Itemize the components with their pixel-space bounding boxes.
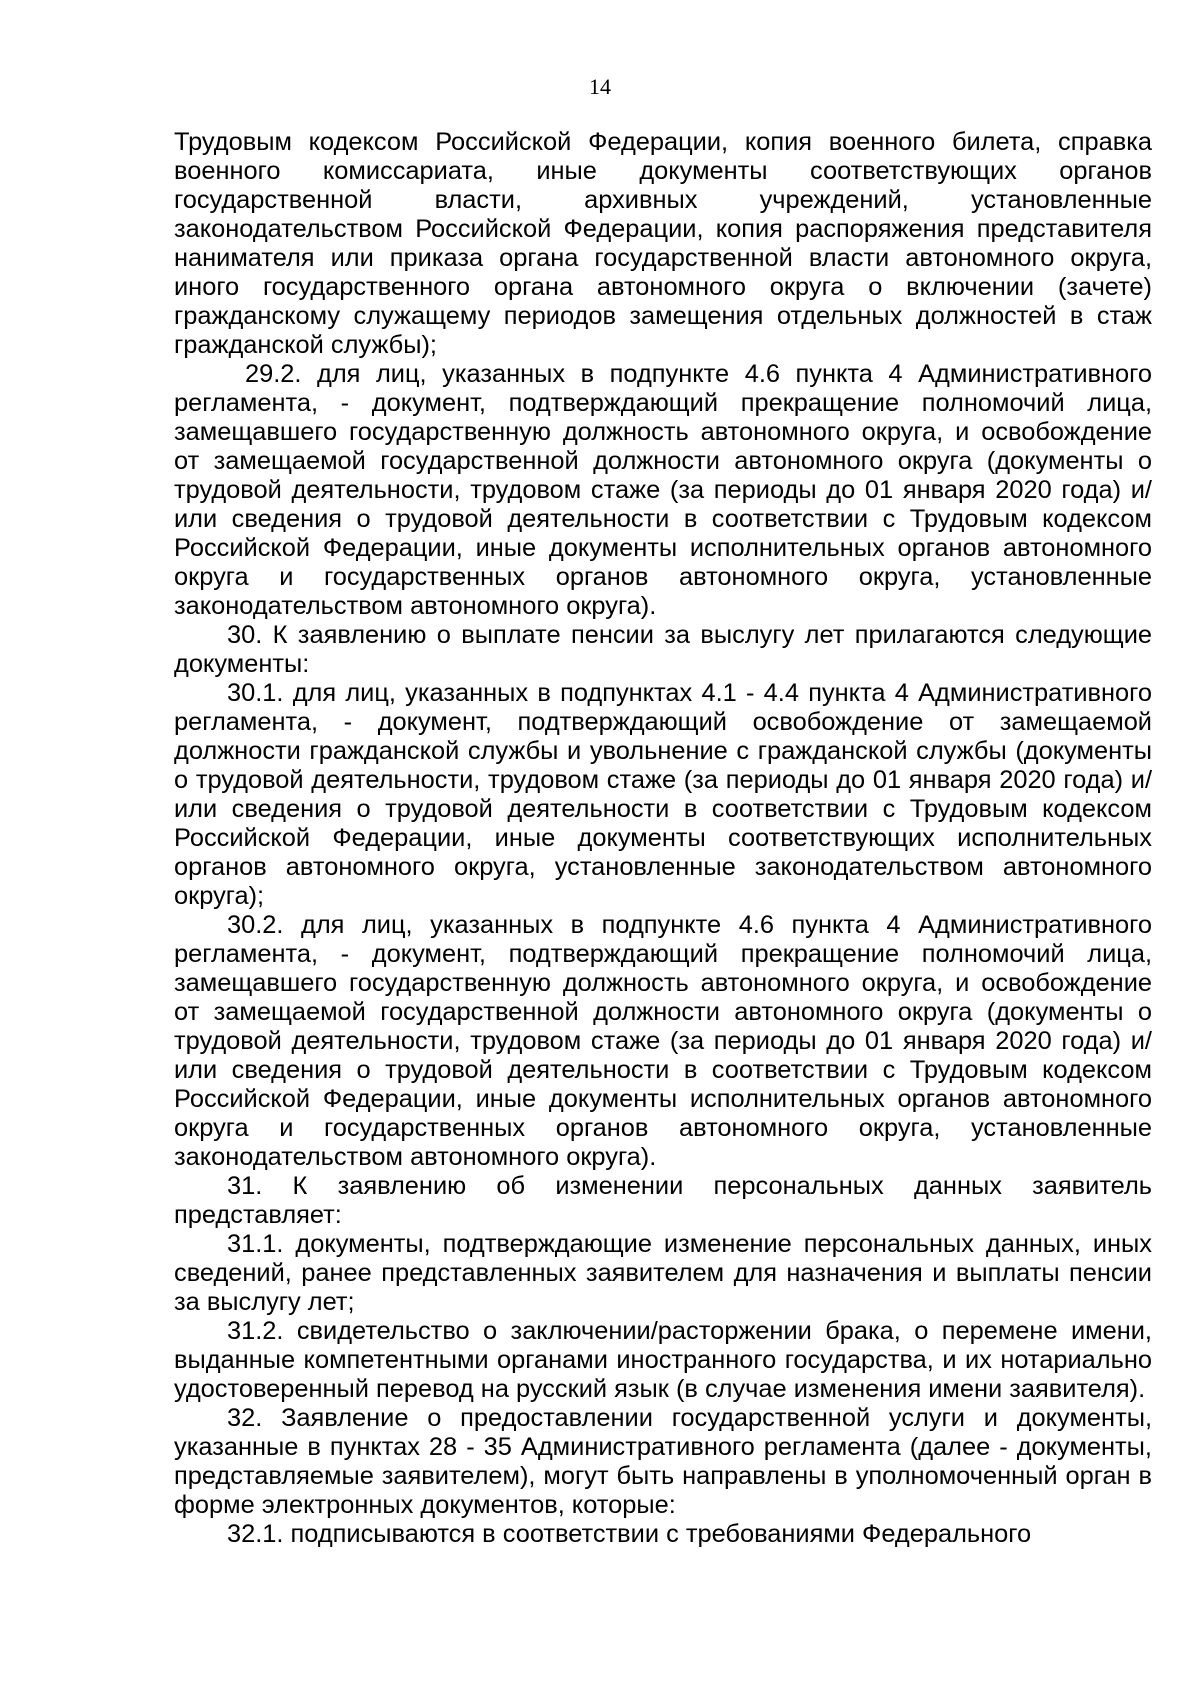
paragraph-29-2: 29.2. для лиц, указанных в подпункте 4.6 пункта 4 Административного регламента, - документ, подтверждающий прекращение полномочий лица, замещавшего государственную должность автономного округа, и освобождение от замещаемой государственной должности автономного округа (документы о трудовой деятельности, трудовом стаже (за периоды до 01 января 2020 года) и/или сведения о трудовой деятельности в соответствии с Трудовым кодексом Российской Федерации, иные документы исполнительных органов автономного округа и государственных органов автономного округа, установленные законодательством автономного округа). (174, 360, 1152, 620)
paragraph-32: 32. Заявление о предоставлении государственной услуги и документы, указанные в пунктах 28 - 35 Административного регламента (далее - документы, представляемые заявителем), могут быть направлены в уполномоченный орган в форме электронных документов, которые: (174, 1404, 1152, 1519)
paragraph-31-2: 31.2. свидетельство о заключении/расторжении брака, о перемене имени, выданные компетентными органами иностранного государства, и их нотариально удостоверенный перевод на русский язык (в случае изменения имени заявителя). (174, 1317, 1152, 1403)
paragraph-30-1: 30.1. для лиц, указанных в подпунктах 4.1 - 4.4 пункта 4 Административного регламента, - документ, подтверждающий освобождение от замещаемой должности гражданской службы и увольнение с гражданской службы (документы о трудовой деятельности, трудовом стаже (за периоды до 01 января 2020 года) и/или сведения о трудовой деятельности в соответствии с Трудовым кодексом Российской Федерации, иные документы соответствующих исполнительных органов автономного округа, установленные законодательством автономного округа); (174, 679, 1152, 910)
paragraph-30: 30. К заявлению о выплате пенсии за выслугу лет прилагаются следующие документы: (174, 621, 1152, 678)
paragraph-31-1: 31.1. документы, подтверждающие изменение персональных данных, иных сведений, ранее представленных заявителем для назначения и выплаты пенсии за выслугу лет; (174, 1230, 1152, 1316)
paragraph-32-1: 32.1. подписываются в соответствии с требованиями Федерального (227, 1520, 1032, 1548)
document-body (174, 128, 1152, 1549)
page-number: 14 (589, 74, 611, 99)
paragraph-31: 31. К заявлению об изменении персональных данных заявитель представляет: (174, 1172, 1152, 1229)
paragraph-30-2: 30.2. для лиц, указанных в подпункте 4.6 пункта 4 Административного регламента, - документ, подтверждающий прекращение полномочий лица, замещавшего государственную должность автономного округа, и освобождение от замещаемой государственной должности автономного округа (документы о трудовой деятельности, трудовом стаже (за периоды до 01 января 2020 года) и/или сведения о трудовой деятельности в соответствии с Трудовым кодексом Российской Федерации, иные документы исполнительных органов автономного округа и государственных органов автономного округа, установленные законодательством автономного округа). (174, 911, 1152, 1171)
paragraph-continuation: Трудовым кодексом Российской Федерации, копия военного билета, справка военного комиссариата, иные документы соответствующих органов государственной власти, архивных учреждений, установленные законодательством Российской Федерации, копия распоряжения представителя нанимателя или приказа органа государственной власти автономного округа, иного государственного органа автономного округа о включении (зачете) гражданскому служащему периодов замещения отдельных должностей в стаж гражданской службы); (174, 128, 1152, 359)
